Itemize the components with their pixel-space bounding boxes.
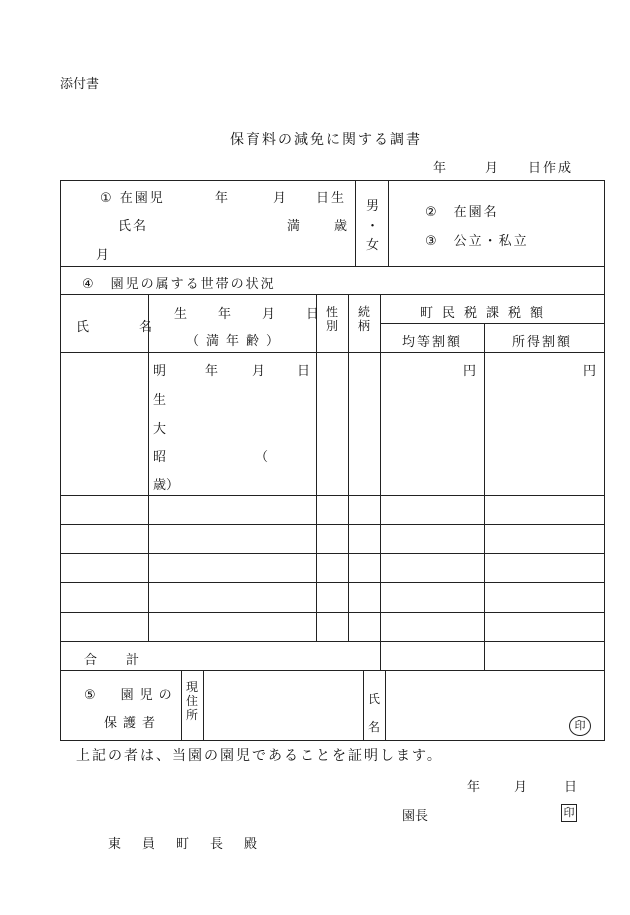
total-label: 合 計 bbox=[84, 653, 148, 668]
addressee: 東 員 町 長 殿 bbox=[108, 837, 262, 852]
col-tax-header: 町民税課税額 bbox=[420, 306, 553, 321]
yen-income: 円 bbox=[583, 364, 597, 379]
household-section-label: ④ 園児の属する世帯の状況 bbox=[82, 277, 276, 292]
child-age-full: 満 bbox=[287, 219, 301, 234]
row-birth-day: 日 bbox=[297, 364, 311, 379]
guardian-label-line1: ⑤ 園児の bbox=[84, 688, 178, 703]
sex-female: 女 bbox=[366, 238, 380, 253]
sex-dot: ・ bbox=[366, 219, 380, 234]
created-year: 年 bbox=[433, 161, 447, 176]
era-born: 生 bbox=[153, 393, 167, 408]
row-birth-month: 月 bbox=[252, 364, 266, 379]
public-private-label: ③ 公立・私立 bbox=[425, 234, 529, 249]
col-name-header: 氏 名 bbox=[76, 320, 161, 335]
col-income-header: 所得割額 bbox=[512, 335, 573, 350]
cert-day: 日 bbox=[564, 780, 578, 795]
col-age-header: （満年齢） bbox=[186, 334, 287, 349]
guardian-seal: 印 bbox=[569, 716, 591, 736]
col-sex-header: 性別 bbox=[325, 305, 338, 333]
created-day: 日作成 bbox=[528, 161, 574, 176]
guardian-name-label: 氏名 bbox=[367, 692, 380, 734]
child-age-unit: 歳 bbox=[334, 219, 348, 234]
col-equal-header: 均等割額 bbox=[402, 335, 463, 350]
created-month: 月 bbox=[485, 161, 499, 176]
director-seal: 印 bbox=[561, 804, 577, 822]
director-label: 園長 bbox=[402, 809, 429, 824]
child-birth-year: 年 bbox=[215, 191, 229, 206]
certification-statement: 上記の者は、当園の園児であることを証明します。 bbox=[76, 748, 443, 764]
col-relation-header: 続柄 bbox=[357, 305, 370, 333]
guardian-label-line2: 保護者 bbox=[104, 716, 162, 731]
child-name-label: 氏名 bbox=[118, 219, 149, 234]
child-birth-day: 日生 bbox=[316, 191, 347, 206]
age-open: （ bbox=[255, 450, 269, 465]
attachment-label: 添付書 bbox=[60, 77, 100, 92]
document-title: 保育料の減免に関する調書 bbox=[230, 132, 422, 148]
cert-month: 月 bbox=[514, 780, 528, 795]
yen-equal: 円 bbox=[463, 364, 477, 379]
col-birth-header: 生 年 月 日 bbox=[174, 307, 329, 322]
child-month-unit: 月 bbox=[96, 248, 110, 263]
child-label: ① 在園児 bbox=[100, 191, 165, 206]
age-close: 歳） bbox=[153, 478, 180, 493]
era-meiji: 明 bbox=[153, 364, 167, 379]
child-birth-month: 月 bbox=[273, 191, 287, 206]
sex-male: 男 bbox=[366, 199, 380, 214]
era-showa: 昭 bbox=[153, 450, 167, 465]
cert-year: 年 bbox=[467, 780, 481, 795]
guardian-address-label: 現住所 bbox=[185, 680, 198, 722]
era-taisho: 大 bbox=[153, 422, 167, 437]
row-birth-year: 年 bbox=[205, 364, 219, 379]
nursery-name-label: ② 在園名 bbox=[425, 205, 499, 220]
